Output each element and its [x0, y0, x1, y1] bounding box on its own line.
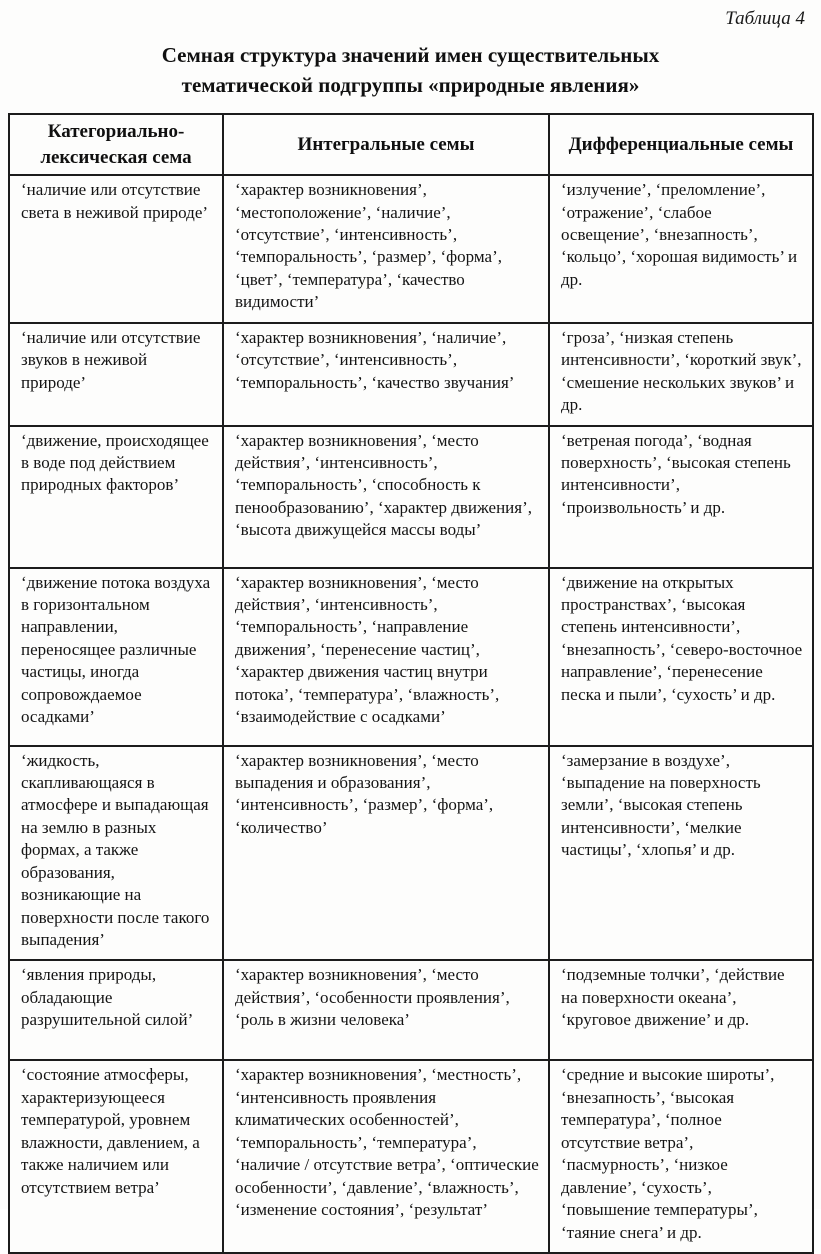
cell-integral: ‘характер возникновения’, ‘наличие’, ‘отсутствие’, ‘интенсивность’, ‘темпоральность’, ‘качество звучания’ — [223, 323, 549, 426]
cell-integral: ‘характер возникновения’, ‘место действия’, ‘особенности проявления’, ‘роль в жизни человека’ — [223, 960, 549, 1060]
column-header-integral: Интегральные семы — [223, 114, 549, 175]
table-caption: Таблица 4 — [725, 8, 805, 29]
cell-categorical: ‘движение, происходящее в воде под действием природных факторов’ — [9, 426, 223, 568]
cell-differential: ‘подземные толчки’, ‘действие на поверхности океана’, ‘круговое движение’ и др. — [549, 960, 813, 1060]
column-header-differential: Дифференциальные семы — [549, 114, 813, 175]
cell-differential: ‘движение на открытых пространствах’, ‘высокая степень интенсивности’, ‘внезапность’, ‘северо-восточное направление’, ‘перенесение песка и пыли’, ‘сухость’ и др. — [549, 568, 813, 746]
cell-categorical: ‘движение потока воздуха в горизонтальном направлении, переносящее различные частицы, иногда сопровождаемое осадками’ — [9, 568, 223, 746]
cell-categorical: ‘наличие или отсутствие звуков в неживой природе’ — [9, 323, 223, 426]
cell-differential: ‘замерзание в воздухе’, ‘выпадение на поверхность земли’, ‘высокая степень интенсивности’, ‘мелкие частицы’, ‘хлопья’ и др. — [549, 746, 813, 961]
table-row — [9, 175, 813, 323]
table-row — [9, 426, 813, 568]
cell-differential: ‘гроза’, ‘низкая степень интенсивности’, ‘короткий звук’, ‘смешение нескольких звуков’ и др. — [549, 323, 813, 426]
table-row — [9, 746, 813, 961]
title-line-2: тематической подгруппы «природные явления» — [181, 73, 640, 98]
table-row — [9, 960, 813, 1060]
cell-categorical: ‘наличие или отсутствие света в неживой природе’ — [9, 175, 223, 323]
cell-differential: ‘средние и высокие широты’, ‘внезапность’, ‘высокая температура’, ‘полное отсутствие ветра’, ‘пасмурность’, ‘низкое давление’, ‘сухость’, ‘повышение температуры’, ‘таяние снега’ и др. — [549, 1060, 813, 1253]
cell-integral: ‘характер возникновения’, ‘место действия’, ‘интенсивность’, ‘темпоральность’, ‘способность к пенообразованию’, ‘характер движения’, ‘высота движущейся массы воды’ — [223, 426, 549, 568]
semes-table — [8, 113, 814, 1254]
cell-differential: ‘ветреная погода’, ‘водная поверхность’, ‘высокая степень интенсивности’, ‘произвольность’ и др. — [549, 426, 813, 568]
title-line-1: Семная структура значений имен существительных — [161, 43, 660, 67]
document-title — [81, 40, 741, 101]
cell-integral: ‘характер возникновения’, ‘местность’, ‘интенсивность проявления климатических особенностей’, ‘темпоральность’, ‘температура’, ‘наличие / отсутствие ветра’, ‘оптические особенности’, ‘давление’, ‘влажность’, ‘изменение состояния’, ‘результат’ — [223, 1060, 549, 1253]
table-header-row — [9, 114, 813, 175]
cell-integral: ‘характер возникновения’, ‘место действия’, ‘интенсивность’, ‘темпоральность’, ‘направление движения’, ‘перенесение частиц’, ‘характер движения частиц внутри потока’, ‘температура’, ‘влажность’, ‘взаимодействие с осадками’ — [223, 568, 549, 746]
column-header-categorical: Категориально-лексическая сема — [9, 114, 223, 175]
cell-categorical: ‘явления природы, обладающие разрушительной силой’ — [9, 960, 223, 1060]
table-row — [9, 568, 813, 746]
cell-integral: ‘характер возникновения’, ‘место выпадения и образования’, ‘интенсивность’, ‘размер’, ‘форма’, ‘количество’ — [223, 746, 549, 961]
table-row — [9, 323, 813, 426]
cell-categorical: ‘состояние атмосферы, характеризующееся температурой, уровнем влажности, давлением, а также наличием или отсутствием ветра’ — [9, 1060, 223, 1253]
cell-differential: ‘излучение’, ‘преломление’, ‘отражение’, ‘слабое освещение’, ‘внезапность’, ‘кольцо’, ‘хорошая видимость’ и др. — [549, 175, 813, 323]
cell-integral: ‘характер возникновения’, ‘местоположение’, ‘наличие’, ‘отсутствие’, ‘интенсивность’, ‘темпоральность’, ‘размер’, ‘форма’, ‘цвет’, ‘температура’, ‘качество видимости’ — [223, 175, 549, 323]
cell-categorical: ‘жидкость, скапливающаяся в атмосфере и выпадающая на землю в разных формах, а также образования, возникающие на поверхности после такого выпадения’ — [9, 746, 223, 961]
table-row — [9, 1060, 813, 1253]
